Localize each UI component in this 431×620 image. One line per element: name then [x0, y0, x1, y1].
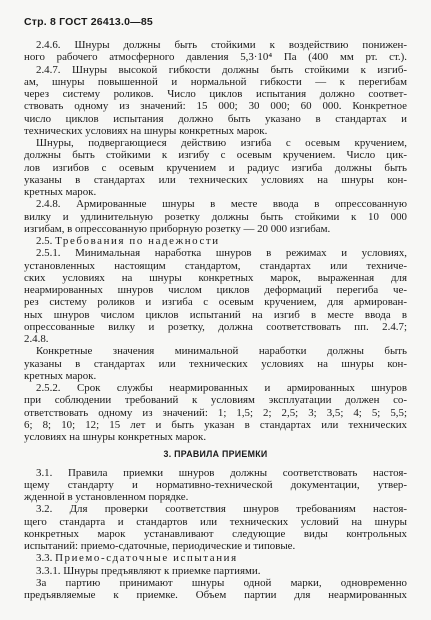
text-line: условиях на шнуры конкретных марок. — [24, 431, 207, 443]
text-line: ских условиях на шнуры конкретных марок, выраженная для — [24, 271, 407, 284]
text-line: 3.3. Приемо-сдаточные испытания — [36, 552, 238, 565]
section-3-text — [24, 467, 407, 602]
text-line: ответствовать одному из значений: 1; 1,5; 2; 2,5; 3; 3,5; 4; 5; 5,5; — [24, 406, 407, 419]
text-line: 2.4.6. Шнуры должны быть стойкими к воздействию понижен- — [36, 39, 407, 51]
text-line: 2.4.8. Армированные шнуры в месте ввода в опрессованную — [36, 198, 407, 211]
text-line: ам, шнуры повышенной и нормальной гибкости — к перегибам — [24, 75, 407, 88]
text-line: 2.5.2. Срок службы неармированных и армированных шнуров — [36, 382, 407, 394]
text-line: 2.4.7. Шнуры высокой гибкости должны быть стойкими к изгиб- — [36, 63, 407, 76]
text-line: указаны в стандартах или технических условиях на шнуры кон- — [24, 173, 407, 186]
text-line: конкретных марок устанавливают следующие виды контрольных — [24, 527, 407, 540]
text-line: при соблюдении требований к условиям эксплуатации должен со- — [24, 394, 407, 407]
text-line: кретных марок. — [24, 186, 97, 198]
text-line: ного рабочего атмосферного давления 5,3·10⁴ Па (400 мм рт. ст.). — [24, 51, 407, 64]
text-line: 3.1. Правила приемки шнуров должны соответствовать настоя- — [36, 466, 407, 479]
page-header: Стр. 8 ГОСТ 26413.0—85 — [24, 16, 153, 28]
text-line: ствовать одному из значений: 15 000; 30 000; 60 000. Конкретное — [24, 100, 407, 113]
text-line: щего стандарта и стандартов или технических условий на шнуры — [24, 515, 407, 528]
text-line: 2.4.8. — [24, 333, 49, 345]
text-line: установленных настоящим стандартом, стандартах или техниче- — [24, 259, 407, 272]
text-line: опрессованные вилку и розетку, должна соответствовать пп. 2.4.7; — [24, 320, 407, 333]
text-line: щему стандарту и нормативно-технической документации, утвер- — [24, 478, 407, 491]
text-line: 3.2. Для проверки соответствия шнуров требованиям настоя- — [36, 503, 407, 516]
text-line: число циклов испытания должно быть указано в стандартах и — [24, 112, 407, 125]
text-line: За партию принимают шнуры одной марки, одновременно — [36, 576, 407, 589]
section-2-text — [24, 39, 407, 443]
text-line: испытаний: приемо-сдаточные, периодические и типовые. — [24, 540, 296, 552]
text-line: рез систему роликов и изгиба с осевым кручением, для армирован- — [24, 296, 407, 309]
text-line: через систему роликов. Число циклов испытания должно соответ- — [24, 88, 407, 100]
section-title: 3. ПРАВИЛА ПРИЕМКИ — [163, 449, 268, 460]
text-line: Шнуры, подвергающиеся действию изгиба с осевым кручением, — [36, 137, 407, 149]
text-line: 3.3.1. Шнуры предъявляют к приемке партиями. — [36, 564, 261, 577]
text-line: указаны в стандартах или технических условиях на шнуры кон- — [24, 357, 407, 370]
text-line: 6; 8; 10; 12; 15 лет и быть указан в стандартах или технических — [24, 418, 407, 431]
text-line: вилку и удлинительную розетку должны быть стойкими к 10 000 — [24, 210, 407, 223]
text-line: ных шнуров числом циклов испытаний на изгиб в месте ввода в — [24, 308, 407, 321]
text-line: жденной в установленном порядке. — [24, 491, 189, 503]
text-line: 2.5.1. Минимальная наработка шнуров в режимах и условиях, — [36, 247, 407, 260]
document-body — [24, 39, 407, 601]
text-line: кретных марок. — [24, 369, 97, 382]
text-line: изгибам, в опрессованную приборную розетку — 20 000 изгибам. — [24, 222, 331, 235]
text-line: неармированных шнуров числом циклов деформаций перегиба че- — [24, 284, 407, 296]
text-line: предъявляемые к приемке. Объем партии для неармированных — [24, 589, 407, 601]
text-line: Конкретные значения минимальной наработки должны быть — [36, 345, 407, 358]
text-line: должны быть стойкими к изгибу с осевым кручением. Число цик- — [24, 149, 407, 162]
text-line: технических условиях на шнуры конкретных марок. — [24, 124, 268, 137]
text-line: лов изгибов с осевым кручением и радиус изгиба должны быть — [24, 161, 407, 174]
text-line: 2.5. Требования по надежности — [36, 235, 220, 247]
